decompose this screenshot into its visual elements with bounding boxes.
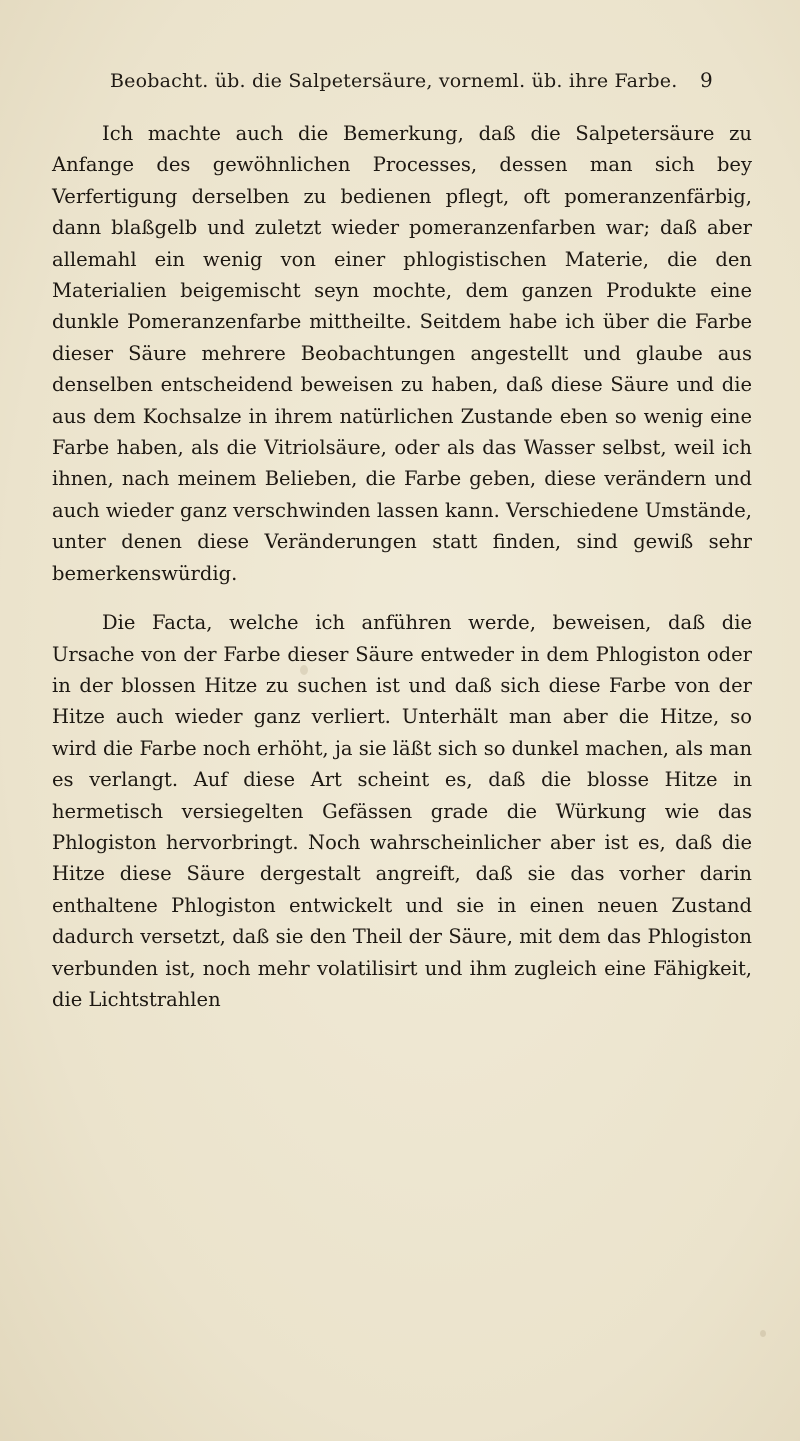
paragraph-1: Ich machte auch die Bemerkung, daß die Salpetersäure zu Anfange des gewöhnlichen Processes, dessen man sich bey Verfertigung derselben zu bedienen pflegt, oft pomeranzenfärbig, dann blaßgelb und zuletzt wieder pomeranzenfarben war; daß aber allemahl ein wenig von einer phlogistischen Materie, die den Materialien beigemischt seyn mochte, dem ganzen Produkte eine dunkle Pomeranzenfarbe mittheilte. Seitdem habe ich über die Farbe dieser Säure mehrere Beobachtungen angestellt und glaube aus denselben entscheidend beweisen zu haben, daß diese Säure und die aus dem Kochsalze in ihrem natürlichen Zustande eben so wenig eine Farbe haben, als die Vitriolsäure, oder als das Wasser selbst, weil ich ihnen, nach meinem Belieben, die Farbe geben, diese verändern und auch wieder ganz verschwinden lassen kann. Verschiedene Umstände, unter denen diese Veränderungen statt finden, sind gewiß sehr bemerkenswürdig. (52, 122, 752, 585)
page-number: 9 (700, 68, 713, 92)
paragraph-2: Die Facta, welche ich anführen werde, beweisen, daß die Ursache von der Farbe dieser Säure entweder in dem Phlogiston oder in der blossen Hitze zu suchen ist und daß sich diese Farbe von der Hitze auch wieder ganz verliert. Unterhält man aber die Hitze, so wird die Farbe noch erhöht, ja sie läßt sich so dunkel machen, als man es verlangt. Auf diese Art scheint es, daß die blosse Hitze in hermetisch versiegelten Gefässen grade die Würkung wie das Phlogiston hervorbringt. Noch wahrscheinlicher aber ist es, daß die Hitze diese Säure dergestalt angreift, daß sie das vorher darin enthaltene Phlogiston entwickelt und sie in einen neuen Zustand dadurch versetzt, daß sie den Theil der Säure, mit dem das Phlogiston verbunden ist, noch mehr volatilisirt und ihm zugleich eine Fähigkeit, die Lichtstrahlen (52, 611, 752, 1011)
body-text (52, 118, 752, 1015)
paper-stain (760, 1330, 766, 1337)
running-head: Beobacht. üb. die Salpetersäure, vorneml. üb. ihre Farbe. (110, 70, 678, 92)
